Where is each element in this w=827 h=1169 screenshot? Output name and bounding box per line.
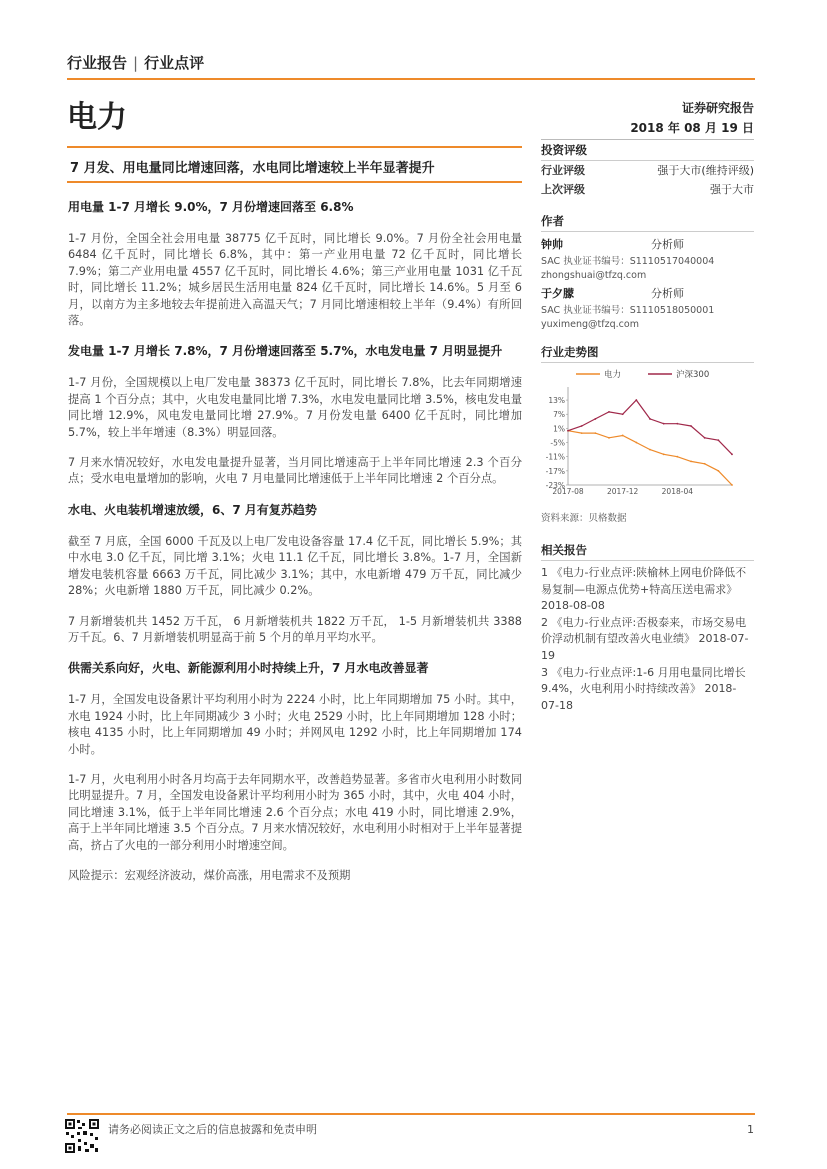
data-point (622, 413, 624, 415)
divider (541, 231, 754, 232)
authors-title: 作者 (541, 214, 564, 228)
rating-row (541, 163, 754, 179)
industry-trend-chart (536, 365, 736, 501)
data-point (663, 423, 665, 425)
rating-value: 强于大市 (710, 183, 754, 196)
data-point (581, 432, 583, 434)
author-entry (541, 238, 754, 283)
x-tick-label: 2017-08 (552, 487, 584, 496)
data-point (663, 453, 665, 455)
y-tick-label: -23% (545, 481, 565, 490)
headline-bottom-rule (67, 181, 522, 183)
authors-block (541, 212, 754, 332)
paragraph: 1-7 月份，全国规模以上电厂发电量 38373 亿千瓦时，同比增长 7.8%，比去年同期增速提高 1 个百分点；其中，火电发电量同比增 7.3%，水电发电量同比增 3.5%，核电发电量同比增 12.9%，风电发电量同比增 27.9%。7 月份发电量 6400 亿千瓦时，同比增加 5.7%，较上半年增速（8.3%）明显回落。 (68, 376, 522, 439)
divider (541, 560, 754, 561)
section-generation (68, 343, 522, 487)
footer-disclaimer: 请务必阅读正文之后的信息披露和免责申明 (108, 1123, 317, 1136)
risk-warning: 风险提示：宏观经济波动，煤价高涨，用电需求不及预期 (68, 868, 351, 882)
author-email[interactable]: zhongshuai@tfzq.com (541, 270, 647, 281)
qr-code-icon (64, 1118, 100, 1154)
section-heading: 水电、火电装机增速放缓，6、7 月有复苏趋势 (68, 502, 317, 517)
data-point (581, 425, 583, 427)
data-point (622, 435, 624, 437)
data-point (704, 437, 706, 439)
paragraph: 1-7 月，火电利用小时各月均高于去年同期水平，改善趋势显著。多省市火电利用小时数同比明显提升。7 月，全国发电设备累计平均利用小时为 365 小时，其中，火电 404 小时，同比增速 3.1%，低于上半年同比增速 2.6 个百分点；水电 419 小时，同比增速 2.9%，高于上半年同比增速 3.5 个百分点。7 月来水情况较好，水电利用小时相对于上半年显著提高，挤占了火电的一部分利用小时增速空间。 (68, 772, 522, 852)
data-point (704, 463, 706, 465)
data-point (690, 425, 692, 427)
series-line-1 (568, 400, 732, 454)
paragraph: 截至 7 月底，全国 6000 千瓦及以上电厂发电设备容量 17.4 亿千瓦，同比增长 5.9%；其中水电 3.0 亿千瓦，同比增 3.1%；火电 11.1 亿千瓦，同比增长 3.8%。1-7 月，全国新增发电装机容量 6663 万千瓦，同比减少 3.1%；其中，水电新增 479 万千瓦，同比减少 28%；火电新增 1880 万千瓦，同比减少 0.2%。 (68, 534, 522, 598)
data-point (717, 439, 719, 441)
rating-block (541, 141, 754, 198)
data-point (717, 470, 719, 472)
rating-label: 上次评级 (541, 183, 585, 196)
author-name: 钟帅 (541, 238, 563, 251)
data-point (567, 430, 569, 432)
report-type: 行业报告 (67, 54, 128, 72)
data-point (731, 484, 733, 486)
data-point (649, 449, 651, 451)
sector-title: 电力 (67, 100, 127, 135)
paragraph: 7 月新增装机共 1452 万千瓦， 6 月新增装机共 1822 万千瓦， 1-5 月新增装机共 3388 万千瓦。6、7 月新增装机明显高于前 5 个月的单月平均水平。 (68, 614, 522, 644)
headline: 7 月发、用电量同比增速回落，水电同比增速较上半年显著提升 (70, 161, 435, 176)
y-tick-label: -11% (545, 452, 565, 462)
rating-row (541, 182, 754, 198)
paragraph: 7 月来水情况较好，水电发电量提升显著，当月同比增速高于上半年同比增速 2.3 个百分点；受水电电量增加的影响，火电 7 月电量同比增速低于上半年同比增速 2 个百分点。 (68, 456, 522, 486)
data-point (594, 418, 596, 420)
report-type-header (67, 52, 204, 73)
y-tick-label: -17% (545, 466, 565, 476)
divider (541, 362, 754, 363)
chart-source: 资料来源：贝格数据 (541, 513, 627, 524)
author-cert: SAC 执业证书编号：S1110517040004 (541, 256, 715, 267)
author-entry (541, 287, 754, 332)
paragraph: 1-7 月份，全国全社会用电量 38775 亿千瓦时，同比增长 9.0%。7 月份全社会用电量 6484 亿千瓦时，同比增长 6.8%，其中：第一产业用电量 72 亿千瓦时，同比增长 7.9%；第二产业用电量 4557 亿千瓦时，同比增长 4.6%；第三产业用电量 1031 亿千瓦时，同比增长 11.2%；城乡居民生活用电量 824 亿千瓦时，同比增长 14.6%。5 月至 6 月，以南方为主多地较去年提前进入高温天气；7 月同比增速相较上半年（9.4%）有所回落。 (68, 232, 522, 328)
x-tick-label: 2018-04 (661, 487, 694, 496)
report-kind: 证券研究报告 (681, 101, 754, 115)
report-subtype: 行业点评 (144, 54, 205, 72)
sidebar-rule (541, 139, 754, 140)
report-date: 2018 年 08 月 19 日 (630, 121, 754, 135)
data-point (594, 432, 596, 434)
related-report-item[interactable]: 3 《电力-行业点评:1-6 月用电量同比增长 9.4%，火电利用小时持续改善》 2018-07-18 (541, 665, 746, 712)
data-point (635, 399, 637, 401)
related-title: 相关报告 (541, 543, 587, 557)
section-electricity-use (68, 199, 522, 329)
data-point (690, 461, 692, 463)
related-block (541, 541, 754, 714)
author-name: 于夕朦 (541, 287, 574, 300)
y-tick-label: 13% (548, 396, 565, 406)
data-point (635, 442, 637, 444)
footer-rule (67, 1113, 755, 1115)
paragraph: 1-7 月，全国发电设备累计平均利用小时为 2224 小时，比上年同期增加 75 小时。其中，水电 1924 小时，比上年同期减少 3 小时；火电 2529 小时，比上年同期增加 128 小时；核电 4135 小时，比上年同期增加 49 小时；并网风电 1292 小时，比上年同期增加 174 小时。 (68, 693, 522, 756)
legend-label: 沪深300 (676, 370, 710, 380)
rating-title: 投资评级 (541, 143, 587, 157)
y-tick-label: -5% (550, 438, 565, 448)
headline-top-rule (67, 146, 522, 148)
author-role: 分析师 (651, 287, 684, 300)
author-role: 分析师 (651, 238, 684, 251)
data-point (731, 453, 733, 455)
trend-block (541, 343, 754, 363)
data-point (608, 411, 610, 413)
main-content (68, 199, 522, 898)
data-point (649, 418, 651, 420)
page-number: 1 (747, 1123, 754, 1136)
related-report-item[interactable]: 1 《电力-行业点评:陕榆林上网电价降低不易复制—电源点优势+特高压送电需求》 2018-08-08 (541, 566, 747, 613)
rating-label: 行业评级 (541, 164, 585, 177)
data-point (676, 456, 678, 458)
author-email[interactable]: yuximeng@tfzq.com (541, 319, 639, 330)
author-cert: SAC 执业证书编号：S1110518050001 (541, 305, 715, 316)
header-separator: | (133, 54, 139, 72)
related-report-item[interactable]: 2 《电力-行业点评:否极泰来，市场交易电价浮动机制有望改善火电业绩》 2018-07-19 (541, 615, 749, 662)
section-heading: 供需关系向好，火电、新能源利用小时持续上升，7 月水电改善显著 (68, 661, 429, 676)
section-utilization (68, 660, 522, 884)
data-point (676, 423, 678, 425)
section-capacity (68, 502, 522, 646)
x-tick-label: 2017-12 (606, 487, 639, 496)
data-point (608, 437, 610, 439)
divider (541, 160, 754, 161)
section-heading: 用电量 1-7 月增长 9.0%，7 月份增速回落至 6.8% (68, 200, 354, 214)
section-heading: 发电量 1-7 月增长 7.8%，7 月份增速回落至 5.7%，水电发电量 7 月明显提升 (68, 344, 503, 359)
rating-value: 强于大市(维持评级) (657, 164, 754, 177)
y-tick-label: 7% (553, 410, 565, 420)
top-divider (67, 78, 755, 80)
trend-title: 行业走势图 (541, 345, 599, 359)
legend-label: 电力 (604, 370, 622, 380)
y-tick-label: 1% (553, 424, 565, 434)
